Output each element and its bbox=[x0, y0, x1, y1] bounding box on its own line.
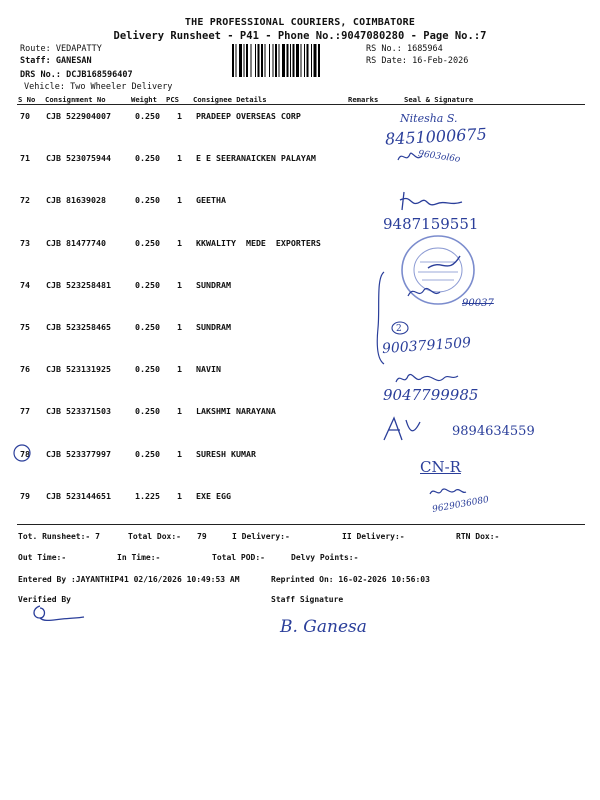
handwriting-phone-76: 9047799985 bbox=[383, 386, 479, 404]
row-sno: 75 bbox=[20, 322, 30, 332]
table-row bbox=[0, 238, 600, 254]
out-time: Out Time:- bbox=[18, 553, 67, 562]
col-weight: Weight bbox=[131, 95, 157, 104]
in-time: In Time:- bbox=[117, 553, 161, 562]
reprinted-on: Reprinted On: 16-02-2026 10:56:03 bbox=[271, 575, 430, 584]
row-consignment-no: CJB 523377997 bbox=[46, 449, 111, 459]
ii-delivery: II Delivery:- bbox=[342, 532, 405, 541]
signature-72 bbox=[398, 188, 468, 216]
row-consignee: SUNDRAM bbox=[196, 280, 231, 290]
footer-rule bbox=[17, 524, 585, 525]
row-pcs: 1 bbox=[177, 449, 182, 459]
row-sno: 77 bbox=[20, 406, 30, 416]
table-row bbox=[0, 449, 600, 465]
row-sno: 72 bbox=[20, 195, 30, 205]
signature-79 bbox=[428, 484, 468, 500]
row-consignment-no: CJB 523131925 bbox=[46, 364, 111, 374]
row-pcs: 1 bbox=[177, 406, 182, 416]
signature-74 bbox=[404, 282, 444, 302]
row-weight: 0.250 bbox=[135, 238, 160, 248]
handwriting-phone-70: 8451000675 bbox=[384, 124, 488, 149]
row-consignment-no: CJB 523075944 bbox=[46, 153, 111, 163]
col-pcs: PCS bbox=[166, 95, 179, 104]
row-pcs: 1 bbox=[177, 280, 182, 290]
total-dox-value: 79 bbox=[197, 532, 207, 541]
route-value: VEDAPATTY bbox=[55, 44, 102, 54]
row-consignment-no: CJB 81639028 bbox=[46, 195, 106, 205]
handwriting-num-74: 90037 bbox=[462, 298, 494, 309]
handwriting-phone-75: 9003791509 bbox=[381, 334, 472, 358]
row-consignee: E E SEERANAICKEN PALAYAM bbox=[196, 153, 316, 163]
row-weight: 1.225 bbox=[135, 491, 160, 501]
vehicle-line: Vehicle: Two Wheeler Delivery bbox=[24, 82, 173, 92]
barcode-image bbox=[232, 44, 360, 77]
row-sno: 76 bbox=[20, 364, 30, 374]
row-pcs: 1 bbox=[177, 111, 182, 121]
row-pcs: 1 bbox=[177, 195, 182, 205]
row-weight: 0.250 bbox=[135, 449, 160, 459]
entered-by: Entered By :JAYANTHIP41 02/16/2026 10:49:53 AM bbox=[18, 575, 240, 584]
rs-date-line: RS Date: 16-Feb-2026 bbox=[366, 56, 469, 66]
row-pcs: 1 bbox=[177, 364, 182, 374]
vehicle-value: Two Wheeler Delivery bbox=[70, 82, 173, 92]
table-row bbox=[0, 406, 600, 422]
staff-signature-handwriting: B. Ganesa bbox=[280, 617, 367, 637]
table-row bbox=[0, 195, 600, 211]
row-consignment-no: CJB 522904007 bbox=[46, 111, 111, 121]
handwriting-num-71: 9603ol6o bbox=[417, 149, 461, 165]
circled-2-mark bbox=[390, 320, 410, 336]
signature-71 bbox=[396, 148, 426, 168]
row-weight: 0.250 bbox=[135, 111, 160, 121]
header-rule bbox=[17, 104, 585, 105]
total-runsheet: Tot. Runsheet:- 7 bbox=[18, 532, 100, 541]
col-seal: Seal & Signature bbox=[404, 95, 474, 104]
route-line: Route: VEDAPATTY bbox=[20, 44, 102, 54]
row-sno: 71 bbox=[20, 153, 30, 163]
drs-value: DCJB168596407 bbox=[66, 70, 133, 80]
staff-line: Staff: GANESAN bbox=[20, 56, 92, 66]
i-delivery: I Delivery:- bbox=[232, 532, 290, 541]
col-sno: S No bbox=[18, 95, 36, 104]
handwriting-name-70: Nitesha S. bbox=[400, 112, 458, 125]
row-sno: 78 bbox=[20, 449, 30, 459]
staff-signature-label: Staff Signature bbox=[271, 595, 344, 604]
row-consignment-no: CJB 523258465 bbox=[46, 322, 111, 332]
signature-77 bbox=[380, 414, 426, 444]
table-row bbox=[0, 153, 600, 169]
verified-signature-mark bbox=[28, 600, 88, 624]
row-consignee: LAKSHMI NARAYANA bbox=[196, 406, 276, 416]
svg-text:2: 2 bbox=[396, 324, 402, 334]
row-sno: 70 bbox=[20, 111, 30, 121]
rtn-dox: RTN Dox:- bbox=[456, 532, 500, 541]
row-sno: 73 bbox=[20, 238, 30, 248]
row-sno: 74 bbox=[20, 280, 30, 290]
drs-line: DRS No.: DCJB168596407 bbox=[20, 70, 133, 80]
company-name: THE PROFESSIONAL COURIERS, COIMBATORE bbox=[184, 17, 416, 28]
handwriting-num-79: 9629036080 bbox=[431, 495, 490, 515]
row-weight: 0.250 bbox=[135, 153, 160, 163]
rs-no-line: RS No.: 1685964 bbox=[366, 44, 443, 54]
col-consignee: Consignee Details bbox=[193, 95, 267, 104]
col-remarks: Remarks bbox=[348, 95, 379, 104]
verified-by-label: Verified By bbox=[18, 595, 71, 604]
table-row bbox=[0, 491, 600, 507]
row-consignee: NAVIN bbox=[196, 364, 221, 374]
row-consignee: PRADEEP OVERSEAS CORP bbox=[196, 111, 301, 121]
table-row bbox=[0, 322, 600, 338]
staff-value: GANESAN bbox=[55, 56, 92, 66]
row-consignee: EXE EGG bbox=[196, 491, 231, 501]
total-dox-label: Total Dox:- bbox=[128, 532, 181, 541]
row-consignment-no: CJB 523258481 bbox=[46, 280, 111, 290]
row-consignment-no: CJB 523144651 bbox=[46, 491, 111, 501]
delvy-points: Delvy Points:- bbox=[291, 553, 359, 562]
row-weight: 0.250 bbox=[135, 364, 160, 374]
row-pcs: 1 bbox=[177, 322, 182, 332]
table-row bbox=[0, 280, 600, 296]
row-consignee: KKWALITY MEDE EXPORTERS bbox=[196, 238, 321, 248]
rs-no-value: 1685964 bbox=[406, 44, 443, 54]
rs-date-value: 16-Feb-2026 bbox=[412, 56, 469, 66]
row-consignee: SURESH KUMAR bbox=[196, 449, 256, 459]
total-pod: Total POD:- bbox=[212, 553, 265, 562]
row-consignment-no: CJB 81477740 bbox=[46, 238, 106, 248]
handwriting-note-78: CN-R bbox=[420, 458, 461, 476]
row-consignee: SUNDRAM bbox=[196, 322, 231, 332]
col-consignment: Consignment No bbox=[45, 95, 106, 104]
row-weight: 0.250 bbox=[135, 322, 160, 332]
handwriting-phone-72: 9487159551 bbox=[383, 215, 479, 233]
handwriting-phone-77: 9894634559 bbox=[452, 424, 535, 439]
row-consignee: GEETHA bbox=[196, 195, 226, 205]
circled-sno-78-mark bbox=[12, 443, 34, 463]
row-consignment-no: CJB 523371503 bbox=[46, 406, 111, 416]
table-row bbox=[0, 364, 600, 380]
row-weight: 0.250 bbox=[135, 406, 160, 416]
row-weight: 0.250 bbox=[135, 280, 160, 290]
runsheet-title: Delivery Runsheet - P41 - Phone No.:9047080280 - Page No.:7 bbox=[113, 30, 487, 42]
row-pcs: 1 bbox=[177, 238, 182, 248]
row-sno: 79 bbox=[20, 491, 30, 501]
row-pcs: 1 bbox=[177, 491, 182, 501]
table-row bbox=[0, 111, 600, 127]
row-weight: 0.250 bbox=[135, 195, 160, 205]
row-pcs: 1 bbox=[177, 153, 182, 163]
